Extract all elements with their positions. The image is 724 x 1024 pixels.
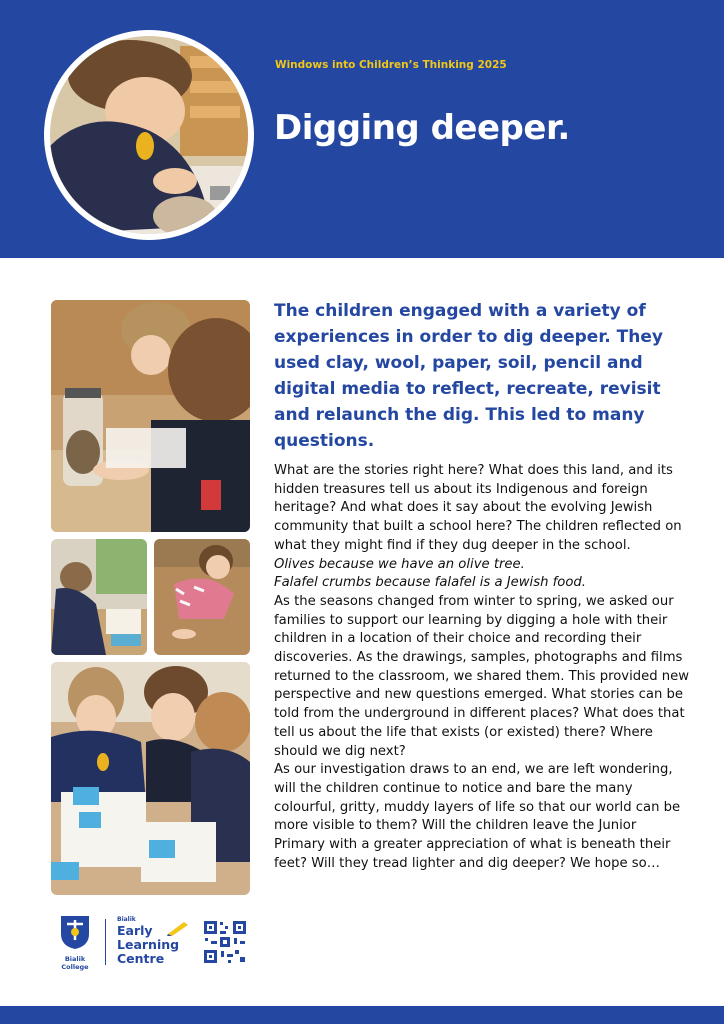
bialik-college-logo — [51, 914, 99, 969]
elc-line-3: Centre — [117, 951, 165, 966]
page-title: Digging deeper. — [274, 108, 570, 148]
body-paragraph-2: As the seasons changed from winter to spring, we asked our families to support our learning by digging a hole with their children in a location of their choice and recording their discoveries. As the drawings, samples, photographs and films returned to the classroom, we shared them. This provided new perspective and new questions emerged. What stories can be told from the underground in different places? What does that tell us about the life that exists (or existed) there? Where should we dig next? — [274, 593, 690, 759]
footer-logos — [51, 914, 251, 969]
child-quote-1: Olives because we have an olive tree. — [274, 556, 525, 572]
qr-code-icon[interactable] — [202, 919, 248, 965]
photo-child-drawing — [51, 539, 147, 655]
pencil-icon — [166, 920, 190, 936]
elc-line-2: Learning — [117, 937, 180, 952]
lead-paragraph: The children engaged with a variety of experiences in order to dig deeper. They used clay, wool, paper, soil, pencil and digital media to reflect, recreate, revisit and relaunch the dig. This led to many questions. — [274, 301, 663, 451]
elc-line-1: Early — [117, 923, 153, 938]
photo-jar-examination — [51, 300, 250, 532]
hero-photo-frame — [44, 30, 254, 240]
body-paragraph-1: What are the stories right here? What does this land, and its hidden treasures tell us about its Indigenous and foreign heritage? And what does it say about the evolving Jewish community that built a school here? The children reflected on what they might find if they dug deeper in the school. — [274, 463, 682, 553]
hero-photo — [50, 36, 248, 234]
early-learning-centre-logo — [113, 914, 193, 969]
bialik-crest-icon — [59, 914, 91, 950]
child-quote-2: Falafel crumbs because falafel is a Jewish food. — [274, 575, 586, 591]
series-kicker: Windows into Children’s Thinking 2025 — [275, 59, 507, 71]
bialik-college-name: Bialik College — [61, 955, 89, 971]
footer-bar — [0, 1006, 724, 1024]
header-banner — [0, 0, 724, 258]
photo-children-reading-records — [51, 662, 250, 895]
logo-divider — [105, 919, 106, 965]
photo-child-digging — [154, 539, 250, 655]
elc-small-label: Bialik — [117, 916, 136, 923]
body-text — [274, 462, 690, 873]
body-paragraph-3: As our investigation draws to an end, we are left wondering, will the children continue to notice and bare the many colourful, gritty, muddy layers of life so that our world can be more visible to them? Will the children leave the Junior Primary with a greater appreciation of what is beneath their feet? Will they tread lighter and dig deeper? We hope so… — [274, 762, 681, 871]
